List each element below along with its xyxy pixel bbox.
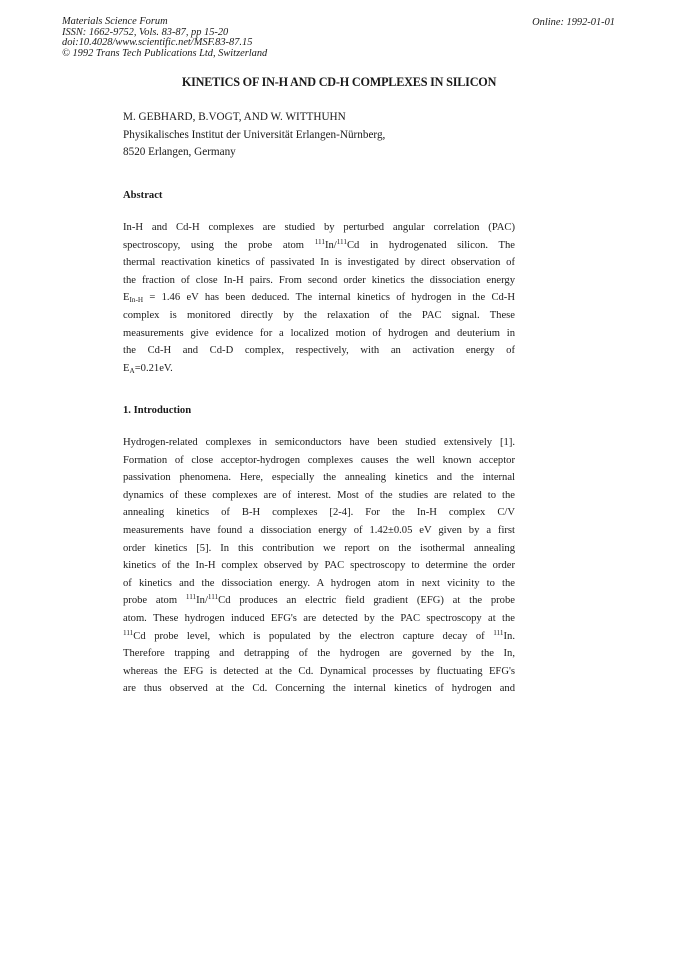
text-line: dynamics of these complexes are of interest. Most of the studies are related to the (123, 489, 515, 501)
text-line: whereas the EFG is detected at the Cd. Dynamical processes by fluctuating EFG's (123, 665, 515, 677)
abstract-heading: Abstract (123, 190, 163, 201)
text-line: are thus observed at the Cd. Concerning the internal kinetics of hydrogen and (123, 683, 515, 695)
text-line: the Cd-H and Cd-D complex, respectively, with an activation energy of (123, 345, 515, 357)
doi-line: doi:10.4028/www.scientific.net/MSF.83-87.15 (62, 37, 253, 48)
text-line: Therefore trapping and detrapping of the hydrogen are governed by the In, (123, 648, 515, 660)
text-line: spectroscopy, using the probe atom $^{111}$In/$^{111}$Cd in hydrogenated silicon. The (123, 237, 515, 251)
journal-name: Materials Science Forum (62, 16, 168, 27)
text-line: annealing kinetics of B-H complexes [2-4]. For the In-H complex C/V (123, 507, 515, 519)
text-line: measurements give evidence for a localized motion of hydrogen and deuterium in (123, 327, 515, 339)
text-line: atom. These hydrogen induced EFG's are detected by the PAC spectroscopy at the (123, 612, 515, 624)
address: 8520 Erlangen, Germany (123, 146, 236, 158)
publication-metadata (62, 17, 267, 59)
text-line: order kinetics [5]. In this contribution we report on the isothermal annealing (123, 542, 515, 554)
text-line: thermal reactivation kinetics of passivated In is investigated by direct observation of (123, 257, 515, 269)
text-line: $E_A=0.21eV$. (123, 362, 173, 375)
introduction-body (123, 434, 515, 698)
text-line: the fraction of close In-H pairs. From second order kinetics the dissociation energy (123, 274, 515, 286)
author-names: M. GEBHARD, B.VOGT, AND W. WITTHUHN (123, 111, 346, 123)
text-line: complex is monitored directly by the relaxation of the PAC signal. These (123, 309, 515, 321)
text-line: $^{111}$Cd probe level, which is populated by the electron capture decay of $^{111}$In. (123, 628, 515, 642)
abstract-body (123, 219, 515, 377)
text-line: measurements have found a dissociation energy of 1.42±0.05 eV given by a first (123, 524, 515, 536)
text-line: Formation of close acceptor-hydrogen complexes causes the well known acceptor (123, 454, 515, 466)
text-line: probe atom $^{111}$In/$^{111}$Cd produces an electric field gradient (EFG) at the probe (123, 593, 515, 607)
copyright-line: © 1992 Trans Tech Publications Ltd, Switzerland (62, 47, 268, 59)
affiliation: Physikalisches Institut der Universität Erlangen-Nürnberg, (123, 128, 386, 141)
text-line: passivation phenomena. Here, especially the annealing kinetics and the internal (123, 472, 515, 484)
paper-title: KINETICS OF IN-H AND CD-H COMPLEXES IN SILICON (181, 75, 497, 89)
text-line: of kinetics and the dissociation energy. A hydrogen atom in next vicinity to the (123, 577, 515, 589)
text-line: Hydrogen-related complexes in semiconductors have been studied extensively [1]. (123, 437, 515, 448)
introduction-heading: 1. Introduction (123, 405, 192, 416)
author-block (123, 109, 385, 162)
text-line: kinetics of the In-H complex observed by PAC spectroscopy to determine the order (123, 560, 515, 572)
text-line: In-H and Cd-H complexes are studied by perturbed angular correlation (PAC) (123, 222, 515, 233)
text-line: $E_{In-H} = 1.46$ eV has been deduced. The internal kinetics of hydrogen in the Cd-H (123, 292, 515, 305)
issn-line: ISSN: 1662-9752, Vols. 83-87, pp 15-20 (62, 26, 229, 38)
online-date: Online: 1992-01-01 (532, 17, 615, 28)
